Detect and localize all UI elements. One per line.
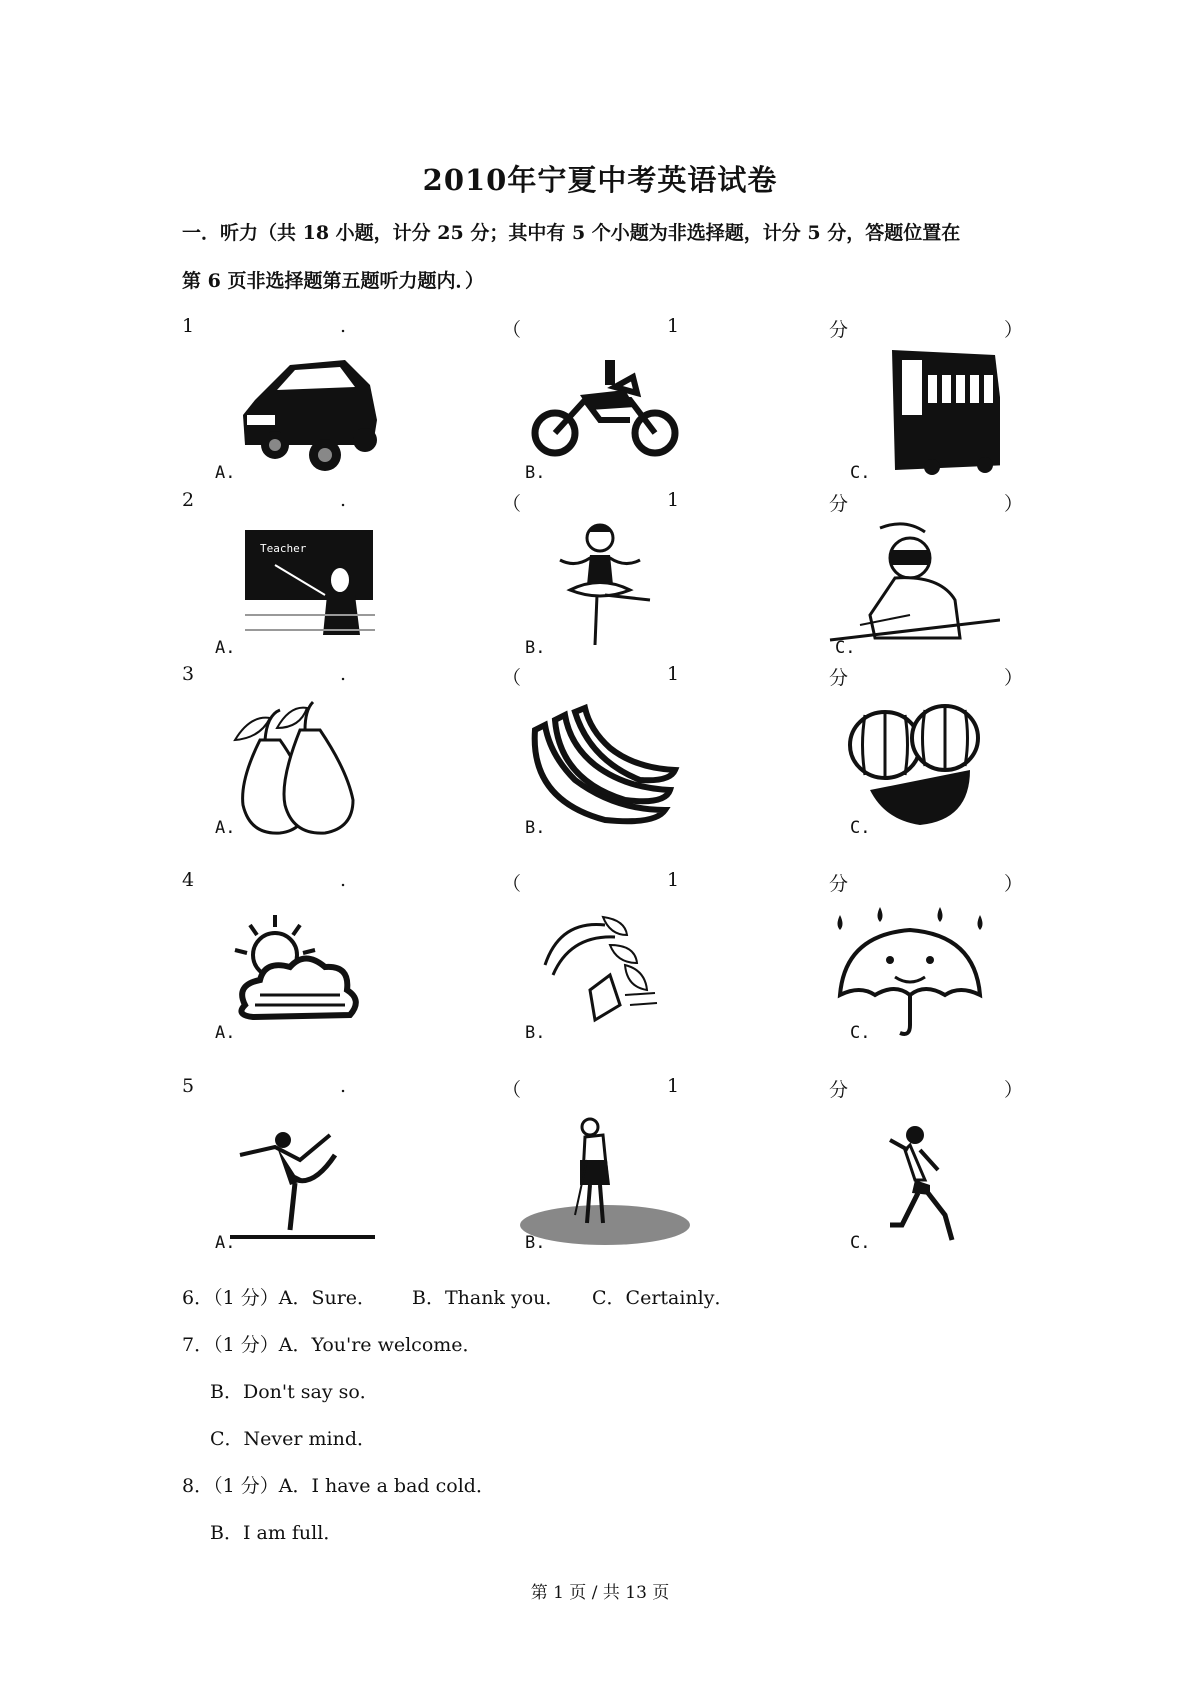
option-1c[interactable]: C. [820,345,1040,485]
option-4c[interactable]: C. [820,905,1040,1045]
question-row-4: 4 . （ 1 分 ） [182,869,1024,895]
car-icon [205,345,385,475]
question-row-3: 3 . （ 1 分 ） [182,663,1024,689]
question-8-b: B．I am full． [210,1522,343,1544]
dancer-icon [515,520,695,650]
option-1a[interactable]: A. [205,345,425,485]
option-4a[interactable]: A. [205,905,425,1045]
question-row-5: 5 . （ 1 分 ） [182,1075,1024,1101]
bus-icon [820,345,1000,475]
doctor-icon [820,520,1000,650]
question-number: 3 [182,663,195,685]
question-7-a: 7．（1 分）A．You're welcome． [182,1334,482,1356]
question-7-c: C．Never mind． [210,1428,376,1450]
rainy-umbrella-icon [820,905,1000,1045]
option-5c[interactable]: C. [820,1115,1040,1255]
question-6-c: C．Certainly． [592,1287,734,1309]
question-row-1: 1 . （ 1 分 ） [182,315,1024,341]
option-2b[interactable]: B. [515,520,735,660]
option-5a[interactable]: A. [205,1115,425,1255]
page-title: 2010年宁夏中考英语试卷 [422,163,778,197]
watermelons-icon [820,700,1000,840]
runner-icon [820,1115,1000,1255]
teacher-icon [205,520,385,650]
option-2a[interactable]: Teacher A. [205,520,425,660]
section-heading-line2: 第 6 页非选择题第五题听力题内．） [182,270,484,292]
question-number: 5 [182,1075,195,1097]
option-3a[interactable]: A. [205,700,425,840]
svg-text:Teacher: Teacher [260,542,307,555]
question-row-2: 2 . （ 1 分 ） [182,489,1024,515]
question-6-a: 6．（1 分）A．Sure． [182,1287,377,1309]
question-6-b: B．Thank you． [412,1287,565,1309]
page-footer: 第 1 页 / 共 13 页 [530,1583,670,1603]
question-7-b: B．Don't say so． [210,1381,379,1403]
question-number: 4 [182,869,195,891]
motorbike-icon [515,345,695,475]
question-number: 2 [182,489,195,511]
option-2c[interactable]: C. [820,520,1040,660]
option-3c[interactable]: C. [820,700,1040,840]
question-number: 1 [182,315,195,337]
option-3b[interactable]: B. [515,700,735,840]
section-heading-line1: 一．听力（共 18 小题，计分 25 分；其中有 5 个小题为非选择题，计分 5 分，答题位置在 [182,222,961,244]
option-5b[interactable]: B. [515,1115,735,1255]
option-1b[interactable]: B. [515,345,735,485]
option-4b[interactable]: B. [515,905,735,1045]
question-8-a: 8．（1 分）A．I have a bad cold． [182,1475,495,1497]
